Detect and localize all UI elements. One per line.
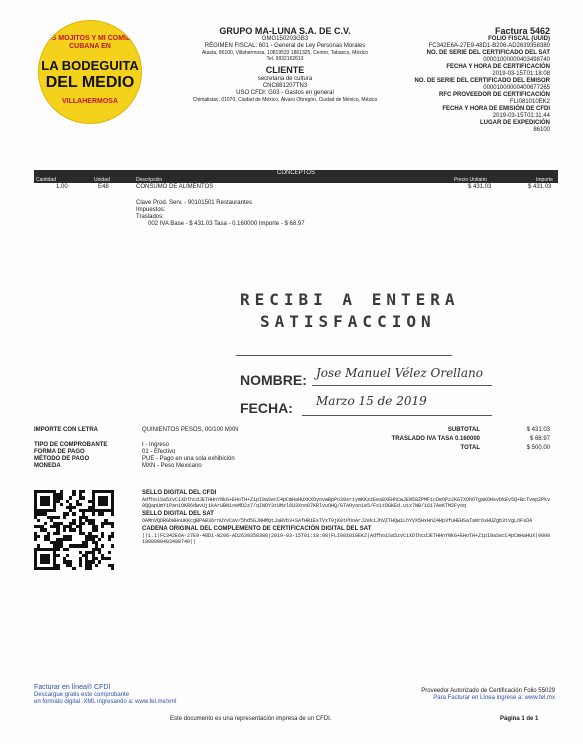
provider-label: RFC PROVEEDOR DE CERTIFICACIÓN bbox=[438, 92, 550, 98]
iva-label: TRASLADO IVA TASA 0.160000 bbox=[391, 436, 480, 442]
qr-code bbox=[34, 490, 114, 570]
amount-words-label: IMPORTE CON LETRA bbox=[34, 427, 98, 433]
concepts-header: CONCEPTOS bbox=[34, 170, 558, 177]
invoice-number: Factura 5462 bbox=[494, 26, 550, 36]
payment-labels bbox=[34, 442, 134, 470]
issuer-regime: RÉGIMEN FISCAL: 601 - General de Ley Personas Morales bbox=[204, 43, 366, 49]
provider-text: Proveedor Autorizado de Certificación Folio 55029 bbox=[421, 688, 555, 694]
detail-line: Impuestos: bbox=[136, 207, 166, 213]
row-description: CONSUMO DE ALIMENTOS bbox=[136, 184, 214, 190]
emission-value: 2019-03-15T01:11:44 bbox=[492, 113, 550, 119]
cfdi-seal-value: AdfhoiSa5zvCiXDlhcdJETHHnYNkG+EHoTH+ZipI9aSecC4pCmHaHUXKXOyovwBpPo39sriymKKzzEea8XEHhCwJEN58ZPMFtcDeOPz2KG7XOhOTgaKOHsvbkEv5Q+BcTvep2Pkv0QQapUmY1PaniOKR6dwvUjikArUBNioeMD2z7/qINOY3tUMzl6U3Xno07KRlvuOHQ/GTAOyoo1e5/Fs1tDGKEd.utx7NB/1617AeKTM2Fyoq bbox=[142, 497, 551, 509]
payment-values bbox=[142, 442, 322, 470]
folio-label: FOLIO FISCAL (UUID) bbox=[488, 36, 550, 42]
client-rfc: CNC881207TN3 bbox=[262, 83, 308, 89]
footer-right bbox=[340, 688, 555, 702]
cert-date-label: FECHA Y HORA DE CERTIFICACIÓN bbox=[446, 64, 550, 70]
place-value: 86100 bbox=[533, 127, 550, 133]
name-signature: Jose Manuel Vélez Orellano bbox=[316, 366, 483, 380]
cfdi-seal-label: SELLO DIGITAL DEL CFDI bbox=[142, 490, 217, 496]
logo-name-1: LA BODEGUITA bbox=[41, 58, 139, 73]
row-qty: 1.00 bbox=[56, 184, 68, 190]
total-value: $ 500.00 bbox=[526, 445, 550, 451]
chain-value: ||1.1|FC342E6A-27E9-48D1-B206-AD2639358380|2019-03-15T01:18:08|FLI081010EK2|AdfhoiSa5zvCiXDlhcdJETHHnYNkG+EHoTH+ZipI9aSecC4pCmHaHUX|00001000000403498740|| bbox=[142, 533, 551, 545]
download-line: Descargue gratis este comprobante bbox=[34, 692, 130, 698]
payment-value: MXN - Peso Mexicano bbox=[142, 463, 202, 469]
detail-line: Clave Prod. Serv. - 90101501 Restaurantes bbox=[136, 200, 252, 206]
col-description: Descripción bbox=[136, 177, 163, 183]
date-handwritten: Marzo 15 de 2019 bbox=[316, 394, 427, 408]
row-details bbox=[136, 200, 436, 228]
emitter-cert-value: 00001000000400677265 bbox=[483, 85, 550, 91]
place-label: LUGAR DE EXPEDICIÓN bbox=[479, 120, 550, 126]
table-row bbox=[36, 184, 556, 192]
payment-label: FORMA DE PAGO bbox=[34, 449, 85, 455]
col-amount: Importe bbox=[536, 177, 553, 183]
brand: Facturar en línea® CFDI bbox=[34, 684, 111, 691]
sat-cert-value: 00001000000403498740 bbox=[483, 57, 550, 63]
issuer-name: GRUPO MA-LUNA S.A. DE C.V. bbox=[219, 26, 351, 36]
issuer-address: Atasta, 86100, Villahermosa, 10819533 1861325, Centro, Tabasco, México bbox=[201, 50, 369, 56]
stamp-divider bbox=[236, 355, 452, 356]
stamp-line-1: RECIBI A ENTERA bbox=[240, 290, 460, 309]
row-unit: E48 bbox=[98, 184, 109, 190]
col-quantity: Cantidad bbox=[36, 177, 57, 183]
download-link[interactable]: en formato digital .XML ingresando a: www.fel.mx/xml bbox=[34, 699, 177, 705]
name-line bbox=[312, 385, 492, 386]
date-line bbox=[302, 415, 492, 416]
detail-line: Traslados: bbox=[136, 214, 164, 220]
subtotal-label: SUBTOTAL bbox=[447, 427, 480, 433]
row-unit-price: $ 431.03 bbox=[468, 184, 492, 190]
logo-city: VILLAHERMOSA bbox=[62, 98, 118, 105]
issuer-block bbox=[190, 26, 380, 103]
date-label: FECHA: bbox=[240, 400, 293, 416]
page-number: Página 1 de 1 bbox=[500, 716, 539, 722]
client-title: CLIENTE bbox=[265, 65, 305, 75]
sat-cert-label: NO. DE SERIE DEL CERTIFICADO DEL SAT bbox=[426, 50, 550, 56]
client-address: Chimalistac, 01070, Ciudad de México, Álvaro Obregón, Ciudad de México, México bbox=[192, 97, 378, 103]
logo-name-2: DEL MEDIO bbox=[45, 74, 135, 91]
payment-value: 01 - Efectivo bbox=[142, 449, 176, 455]
invoice-meta bbox=[390, 26, 550, 134]
row-amount: $ 431.03 bbox=[528, 184, 552, 190]
chain-label: CADENA ORIGINAL DEL COMPLEMENTO DE CERTIFICACIÓN DIGITAL DEL SAT bbox=[142, 526, 372, 532]
iva-value: $ 68.97 bbox=[529, 436, 550, 442]
folio-value: FC342E6A-27E9-48D1-B206-AD2639358380 bbox=[428, 43, 550, 49]
payment-label: MÉTODO DE PAGO bbox=[34, 456, 90, 462]
sat-seal-label: SELLO DIGITAL DEL SAT bbox=[142, 511, 214, 517]
table-column-headers bbox=[34, 177, 558, 183]
total-label: TOTAL bbox=[460, 445, 480, 451]
restaurant-logo bbox=[38, 20, 142, 124]
payment-value: I - Ingreso bbox=[142, 442, 170, 448]
cert-date-value: 2019-03-15T01:18:08 bbox=[492, 71, 550, 77]
payment-label: TIPO DE COMPROBANTE bbox=[34, 442, 108, 448]
notice: Este documento es una representación impresa de un CFDI. bbox=[170, 716, 332, 722]
stamp-line-2: SATISFACCION bbox=[260, 312, 436, 331]
seals-block bbox=[142, 490, 552, 545]
col-unit-price: Precio Unitario bbox=[454, 177, 487, 183]
payment-label: MONEDA bbox=[34, 463, 61, 469]
footer-left bbox=[34, 684, 254, 706]
emitter-cert-label: NO. DE SERIE DEL CERTIFICADO DEL EMISOR bbox=[414, 78, 550, 84]
detail-line: 002 IVA Base - $ 431.03 Tasa - 0.160000 Importe - $ 68.97 bbox=[148, 221, 305, 227]
client-cfdi-use: USO CFDI: G03 - Gastos en general bbox=[236, 90, 334, 96]
emission-label: FECHA Y HORA DE EMISIÓN DE CFDI bbox=[442, 106, 550, 112]
col-unit: Unidad bbox=[94, 177, 110, 183]
amount-words-value: QUINIENTOS PESOS, 00/100 MXN bbox=[142, 427, 239, 433]
provider-value: FLI081010EK2 bbox=[509, 99, 550, 105]
name-label: NOMBRE: bbox=[240, 372, 307, 388]
payment-value: PUE - Pago en una sola exhibición bbox=[142, 456, 235, 462]
subtotal-value: $ 431.03 bbox=[526, 427, 550, 433]
logo-tagline: MIS MOJITOS Y MI COMIDA CUBANA EN bbox=[43, 35, 137, 50]
sat-seal-value: OAMnVQDRGbWHoUKKcgBPAB36rnUYvCaV/5hd5GJNHMQtJaBVb3+SAfHRiEsTVxT0jK0tPOoArJ2ekiJhVZTHQw1LhYVX5HxHnZ4Hp3fuHEHSaTaNr6sHUZgb3tVgLOFsDA bbox=[142, 518, 533, 524]
issuer-phone: Tel. 9932162613 bbox=[266, 56, 304, 62]
issuer-rfc: GMG150203GB3 bbox=[261, 36, 309, 42]
provider-link[interactable]: Para Facturar en Línea ingrese a: www.fel.mx bbox=[433, 695, 555, 701]
client-name: secretaria de cultura bbox=[257, 76, 313, 82]
